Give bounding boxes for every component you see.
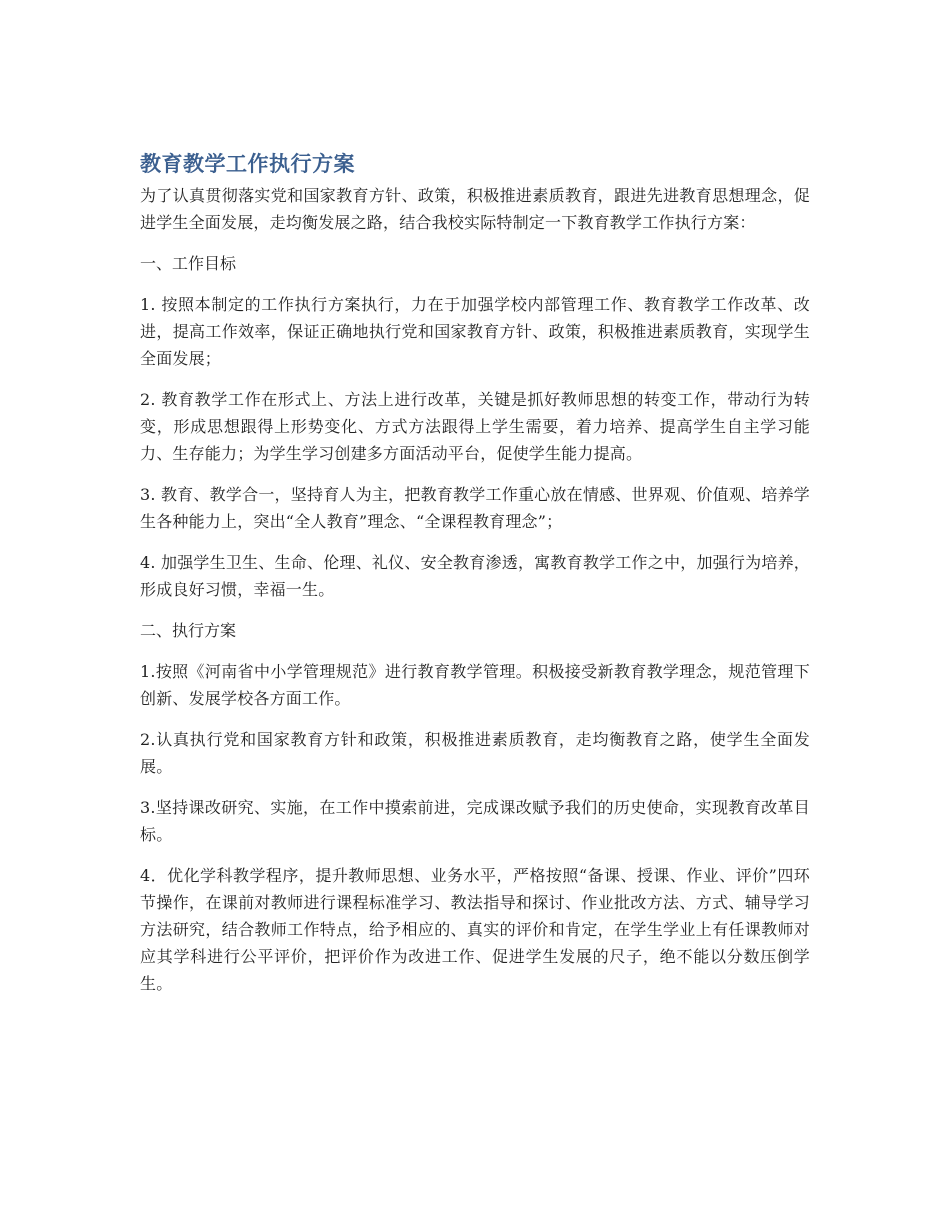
document-page	[140, 148, 810, 1011]
goal-item-3: 3. 教育、教学合一，坚持育人为主，把教育教学工作重心放在情感、世界观、价值观、培养学生各种能力上，突出“全人教育”理念、“全课程教育理念”；	[140, 485, 810, 531]
plan-item-3: 3.坚持课改研究、实施，在工作中摸索前进，完成课改赋予我们的历史使命，实现教育改革目标。	[140, 798, 810, 844]
document-title: 教育教学工作执行方案	[140, 152, 355, 176]
section-heading-goals: 一、工作目标	[140, 254, 237, 273]
goal-item-2: 2. 教育教学工作在形式上、方法上进行改革，关键是抓好教师思想的转变工作，带动行为转变，形成思想跟得上形势变化、方式方法跟得上学生需要，着力培养、提高学生自主学习能力、生存能力；为学生学习创建多方面活动平台，促使学生能力提高。	[140, 390, 810, 463]
plan-item-4: 4．优化学科教学程序，提升教师思想、业务水平，严格按照“备课、授课、作业、评价”四环节操作，在课前对教师进行课程标准学习、教法指导和探讨、作业批改方法、方式、辅导学习方法研究，结合教师工作特点，给予相应的、真实的评价和肯定，在学生学业上有任课教师对应其学科进行公平评价，把评价作为改进工作、促进学生发展的尺子，绝不能以分数压倒学生。	[140, 866, 810, 993]
goal-item-4: 4. 加强学生卫生、生命、伦理、礼仪、安全教育渗透，寓教育教学工作之中，加强行为培养，形成良好习惯，幸福一生。	[140, 553, 810, 599]
plan-item-2: 2.认真执行党和国家教育方针和政策，积极推进素质教育，走均衡教育之路，使学生全面发展。	[140, 730, 810, 776]
section-heading-plan: 二、执行方案	[140, 621, 237, 640]
plan-item-1: 1.按照《河南省中小学管理规范》进行教育教学管理。积极接受新教育教学理念，规范管理下创新、发展学校各方面工作。	[140, 662, 810, 708]
goal-item-1: 1. 按照本制定的工作执行方案执行，力在于加强学校内部管理工作、教育教学工作改革、改进，提高工作效率，保证正确地执行党和国家教育方针、政策，积极推进素质教育，实现学生全面发展；	[140, 295, 810, 368]
intro-paragraph: 为了认真贯彻落实党和国家教育方针、政策，积极推进素质教育，跟进先进教育思想理念，促进学生全面发展，走均衡发展之路，结合我校实际特制定一下教育教学工作执行方案：	[140, 186, 810, 232]
